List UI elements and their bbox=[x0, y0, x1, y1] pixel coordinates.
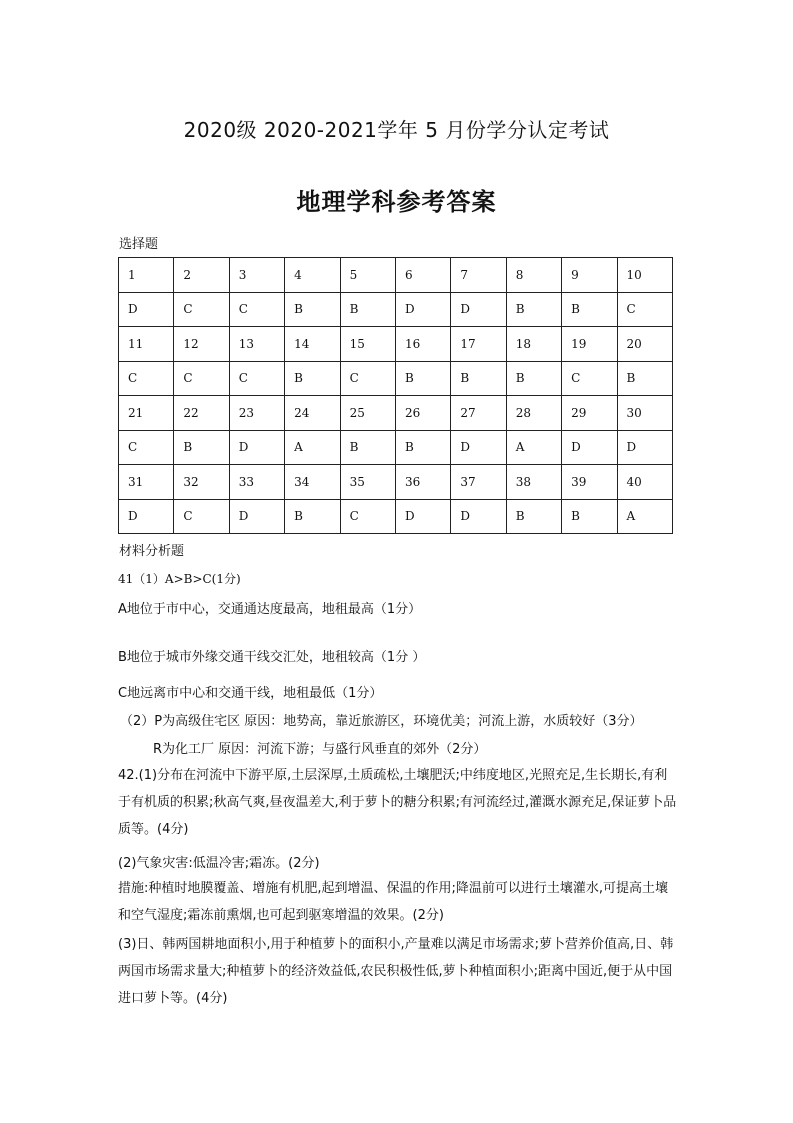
answer-cell: C bbox=[229, 292, 284, 327]
question-number-cell: 33 bbox=[229, 465, 284, 500]
question-number-cell: 9 bbox=[562, 258, 617, 293]
question-number-cell: 1 bbox=[119, 258, 174, 293]
choice-section-label: 选择题 bbox=[119, 237, 159, 252]
question-number-row bbox=[119, 258, 673, 293]
question-number-cell: 6 bbox=[395, 258, 450, 293]
question-number-row bbox=[119, 327, 673, 362]
question-number-cell: 37 bbox=[451, 465, 506, 500]
question-number-cell: 18 bbox=[506, 327, 561, 362]
answer-cell: B bbox=[617, 361, 672, 396]
answer-cell: B bbox=[340, 292, 395, 327]
answer-cell: D bbox=[451, 430, 506, 465]
answer-row bbox=[119, 292, 673, 327]
answer-cell: C bbox=[119, 361, 174, 396]
answer-row bbox=[119, 361, 673, 396]
question-number-cell: 5 bbox=[340, 258, 395, 293]
q41-part2: （2）P为高级住宅区 原因：地势高，靠近旅游区，环境优美；河流上游，水质较好（3分） bbox=[120, 714, 643, 729]
question-number-cell: 19 bbox=[562, 327, 617, 362]
answer-cell: D bbox=[229, 499, 284, 534]
question-number-cell: 17 bbox=[451, 327, 506, 362]
question-number-cell: 4 bbox=[285, 258, 340, 293]
question-number-cell: 28 bbox=[506, 396, 561, 431]
q41-part1: 41（1）A>B>C(1分) bbox=[118, 572, 241, 586]
answer-cell: B bbox=[285, 499, 340, 534]
answer-cell: D bbox=[451, 499, 506, 534]
q41-part2-r: R为化工厂 原因：河流下游；与盛行风垂直的郊外（2分） bbox=[153, 742, 487, 757]
answer-cell: C bbox=[340, 499, 395, 534]
question-number-cell: 40 bbox=[617, 465, 672, 500]
question-number-cell: 7 bbox=[451, 258, 506, 293]
answer-cell: D bbox=[451, 292, 506, 327]
q42-part3: (3)日、韩两国耕地面积小,用于种植萝卜的面积小,产量难以满足市场需求;萝卜营养价值高,日、韩两国市场需求量大;种植萝卜的经济效益低,农民积极性低,萝卜种植面积小;距离中国近,便于从中国进口萝卜等。(4分) bbox=[118, 937, 674, 1006]
answer-cell: B bbox=[562, 499, 617, 534]
answer-row bbox=[119, 430, 673, 465]
question-number-cell: 16 bbox=[395, 327, 450, 362]
answer-cell: D bbox=[119, 292, 174, 327]
answer-cell: C bbox=[174, 292, 229, 327]
answer-cell: B bbox=[395, 430, 450, 465]
q42-part1: 42.(1)分布在河流中下游平原,土层深厚,土质疏松,土壤肥沃;中纬度地区,光照充足,生长期长,有利于有机质的积累;秋高气爽,昼夜温差大,利于萝卜的糖分积累;有河流经过,灌溉水源充足,保证萝卜品质等。(4分) bbox=[118, 768, 677, 837]
question-number-cell: 20 bbox=[617, 327, 672, 362]
answer-cell: B bbox=[451, 361, 506, 396]
question-number-cell: 25 bbox=[340, 396, 395, 431]
q41-site-b: B地位于城市外缘交通干线交汇处，地租较高（1分 ） bbox=[118, 650, 426, 665]
subject-title: 地理学科参考答案 bbox=[296, 188, 497, 216]
answer-cell: B bbox=[562, 292, 617, 327]
answer-cell: A bbox=[506, 430, 561, 465]
answer-cell: A bbox=[617, 499, 672, 534]
answer-cell: B bbox=[285, 361, 340, 396]
answer-cell: C bbox=[174, 499, 229, 534]
question-number-cell: 24 bbox=[285, 396, 340, 431]
answer-cell: B bbox=[285, 292, 340, 327]
question-number-cell: 29 bbox=[562, 396, 617, 431]
question-number-cell: 8 bbox=[506, 258, 561, 293]
answer-cell: B bbox=[395, 361, 450, 396]
answer-cell: C bbox=[119, 430, 174, 465]
answer-cell: C bbox=[562, 361, 617, 396]
answer-cell: B bbox=[506, 292, 561, 327]
question-number-cell: 31 bbox=[119, 465, 174, 500]
answer-cell: D bbox=[119, 499, 174, 534]
question-number-cell: 14 bbox=[285, 327, 340, 362]
question-number-cell: 15 bbox=[340, 327, 395, 362]
question-number-cell: 39 bbox=[562, 465, 617, 500]
answer-cell: D bbox=[395, 499, 450, 534]
question-number-cell: 35 bbox=[340, 465, 395, 500]
question-number-cell: 13 bbox=[229, 327, 284, 362]
q41-site-c: C地远离市中心和交通干线，地租最低（1分） bbox=[118, 686, 383, 701]
answer-cell: D bbox=[562, 430, 617, 465]
answer-cell: C bbox=[340, 361, 395, 396]
question-number-cell: 32 bbox=[174, 465, 229, 500]
q42-part2: (2)气象灾害:低温冷害;霜冻。(2分) bbox=[118, 856, 320, 871]
answer-cell: C bbox=[174, 361, 229, 396]
answer-cell: B bbox=[506, 361, 561, 396]
question-number-cell: 21 bbox=[119, 396, 174, 431]
analysis-section-label: 材料分析题 bbox=[119, 544, 185, 559]
answer-cell: B bbox=[174, 430, 229, 465]
question-number-cell: 22 bbox=[174, 396, 229, 431]
question-number-cell: 23 bbox=[229, 396, 284, 431]
question-number-cell: 10 bbox=[617, 258, 672, 293]
question-number-cell: 27 bbox=[451, 396, 506, 431]
answer-cell: A bbox=[285, 430, 340, 465]
answer-cell: D bbox=[395, 292, 450, 327]
answer-cell: B bbox=[506, 499, 561, 534]
question-number-cell: 36 bbox=[395, 465, 450, 500]
answer-cell: C bbox=[617, 292, 672, 327]
answer-cell: D bbox=[229, 430, 284, 465]
q42-part2-measures: 措施:种植时地膜覆盖、增施有机肥,起到增温、保温的作用;降温前可以进行土壤灌水,可提高土壤和空气湿度;霜冻前熏烟,也可起到驱寒增温的效果。(2分) bbox=[118, 881, 669, 923]
question-number-row bbox=[119, 465, 673, 500]
question-number-cell: 34 bbox=[285, 465, 340, 500]
question-number-cell: 30 bbox=[617, 396, 672, 431]
answer-cell: C bbox=[229, 361, 284, 396]
question-number-cell: 26 bbox=[395, 396, 450, 431]
answer-row bbox=[119, 499, 673, 534]
question-number-cell: 38 bbox=[506, 465, 561, 500]
question-number-cell: 2 bbox=[174, 258, 229, 293]
answer-cell: B bbox=[340, 430, 395, 465]
q41-site-a: A地位于市中心，交通通达度最高，地租最高（1分） bbox=[118, 602, 422, 617]
exam-title: 2020级 2020-2021学年 5 月份学分认定考试 bbox=[183, 118, 610, 142]
question-number-row bbox=[119, 396, 673, 431]
question-number-cell: 12 bbox=[174, 327, 229, 362]
answer-cell: D bbox=[617, 430, 672, 465]
answer-table bbox=[118, 257, 673, 534]
question-number-cell: 3 bbox=[229, 258, 284, 293]
question-number-cell: 11 bbox=[119, 327, 174, 362]
